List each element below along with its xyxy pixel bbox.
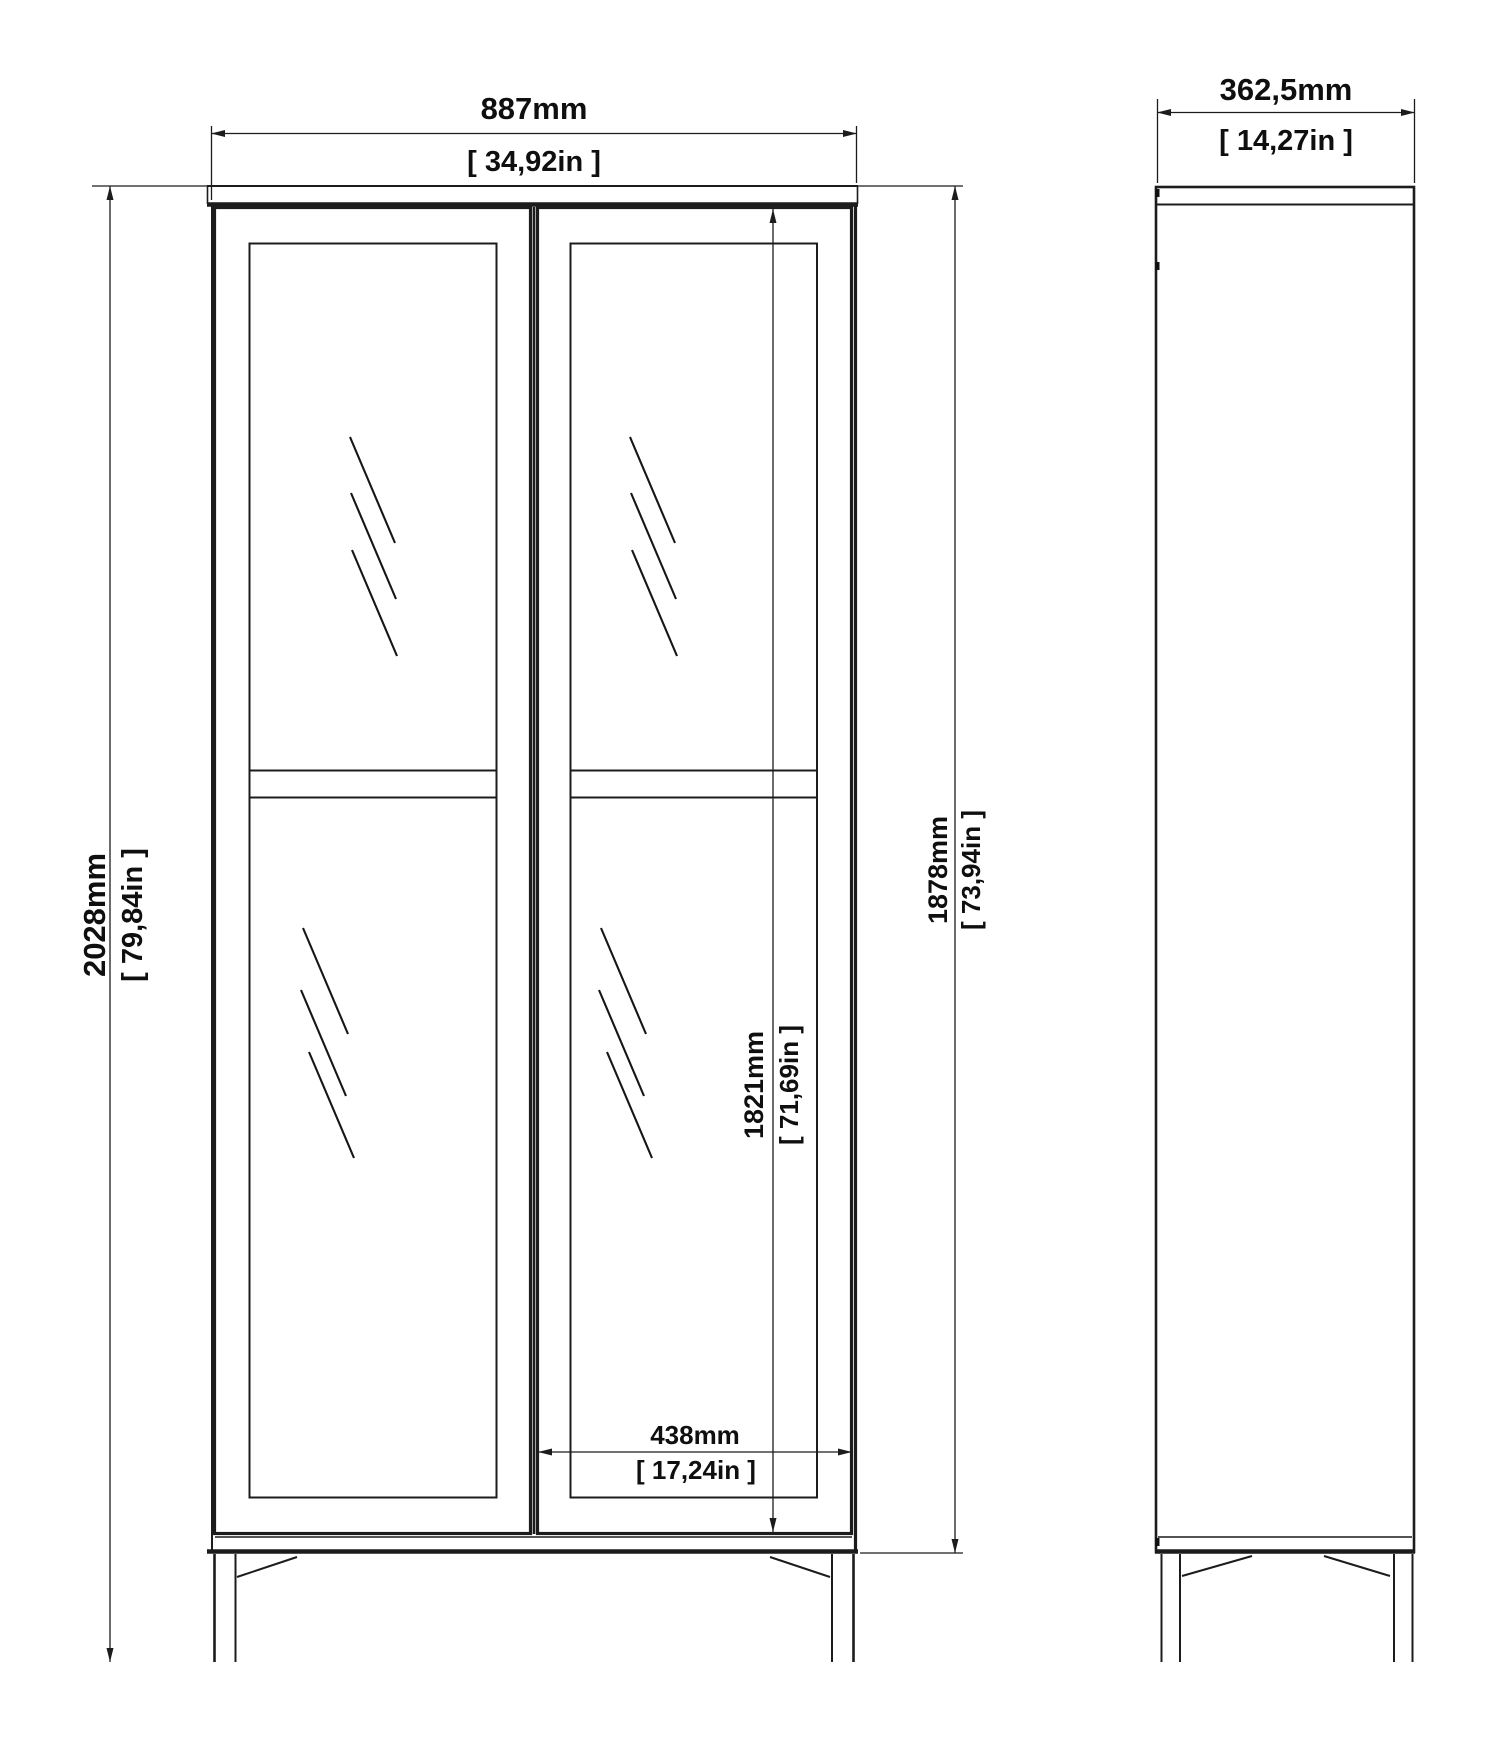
- side-outline: [1156, 187, 1414, 1552]
- glass-reflection-mark: [352, 550, 397, 656]
- dimension-label-inch: [ 17,24in ]: [636, 1455, 756, 1485]
- arrowhead-bottom: [952, 1539, 959, 1553]
- dimension-label-inch: [ 73,94in ]: [956, 810, 986, 930]
- glass-reflection-mark: [351, 493, 396, 599]
- front-legs: [215, 1554, 854, 1662]
- glass-reflection-mark: [599, 990, 644, 1096]
- glass-reflection-mark: [350, 437, 395, 543]
- arrowhead-right: [843, 130, 857, 137]
- right-door-middle-rail: [570, 771, 817, 798]
- left-door-middle-rail: [249, 771, 497, 798]
- glass-reflection-mark: [607, 1052, 652, 1158]
- dimension-label-mm: 1821mm: [739, 1030, 769, 1140]
- top-panel-sides: [208, 186, 858, 204]
- dimension-label-inch: [ 71,69in ]: [774, 1025, 804, 1145]
- left-door-glass-frame: [250, 244, 497, 1498]
- dimension-label-mm: 1878mm: [923, 815, 953, 925]
- right-door-outline: [538, 208, 852, 1534]
- front-right-leg-brace: [770, 1557, 830, 1577]
- arrowhead-right: [1401, 109, 1415, 116]
- dimension-door-width: [538, 1420, 852, 1485]
- side-legs: [1162, 1554, 1413, 1662]
- glass-reflection-mark: [632, 550, 677, 656]
- side-right-leg-brace: [1324, 1556, 1390, 1576]
- arrowhead-left: [538, 1449, 552, 1456]
- glass-reflection-mark: [630, 437, 675, 543]
- dimension-label-mm: 362,5mm: [1219, 72, 1353, 107]
- arrowhead-bottom: [770, 1518, 777, 1532]
- dimension-label-mm: 887mm: [480, 91, 588, 126]
- dimension-overall-height: [77, 186, 149, 1662]
- dimension-door-height: [739, 209, 804, 1532]
- dimension-overall-width: [211, 91, 857, 200]
- arrowhead-top: [770, 209, 777, 223]
- dimension-carcass-height: [860, 186, 986, 1553]
- arrowhead-bottom: [107, 1648, 114, 1662]
- dimension-label-inch: [ 79,84in ]: [117, 848, 149, 982]
- arrowhead-top: [952, 186, 959, 200]
- arrowhead-top: [107, 186, 114, 200]
- arrowhead-left: [211, 130, 225, 137]
- dimension-overall-depth: [1157, 72, 1415, 183]
- glass-reflection-mark: [309, 1052, 354, 1158]
- dimension-label-mm: 438mm: [650, 1420, 740, 1450]
- glass-reflection-mark: [601, 928, 646, 1034]
- front-left-leg-brace: [237, 1557, 297, 1577]
- left-door-outline: [215, 208, 531, 1534]
- glass-reflection-mark: [631, 493, 676, 599]
- dimension-label-inch: [ 34,92in ]: [467, 146, 601, 178]
- side-left-leg-brace: [1182, 1556, 1252, 1576]
- front-view: [92, 186, 963, 1662]
- glass-reflection-mark: [301, 990, 346, 1096]
- glass-reflection-mark: [303, 928, 348, 1034]
- arrowhead-left: [1157, 109, 1171, 116]
- dimension-label-inch: [ 14,27in ]: [1219, 125, 1353, 157]
- side-view: [1155, 187, 1415, 1662]
- dimension-label-mm: 2028mm: [77, 852, 112, 978]
- right-door-glass-frame: [571, 244, 818, 1498]
